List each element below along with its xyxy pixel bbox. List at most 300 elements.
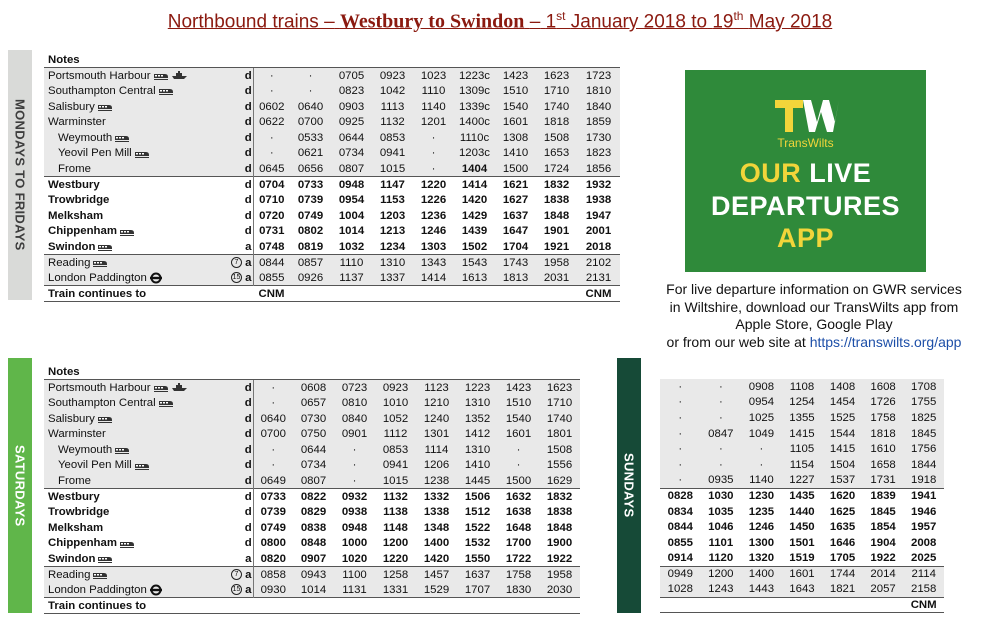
station-label: Weymouth (58, 443, 113, 456)
time-cell: 1637 (457, 567, 498, 583)
time-cell: 1724 (536, 161, 577, 177)
time-cell: 1014 (293, 582, 334, 598)
time-cell: 1623 (539, 380, 580, 396)
time-cell: 0932 (334, 489, 375, 505)
time-cell: · (253, 130, 290, 146)
time-cell: · (413, 130, 454, 146)
continues-row (660, 597, 944, 613)
title-end-rest: May 2018 (748, 11, 833, 33)
time-cell: 1637 (502, 209, 529, 222)
time-cell: 1028 (660, 582, 701, 598)
time-cell: 0858 (253, 567, 293, 583)
station-label: Portsmouth Harbour (48, 381, 151, 394)
time-cell: 1015 (375, 473, 416, 489)
continues-cell (660, 597, 701, 613)
transwilts-app-link[interactable]: https://transwilts.org/app (809, 333, 962, 350)
time-cell: 0829 (300, 506, 327, 519)
time-cell: 1132 (372, 114, 413, 130)
time-cell: 1844 (903, 457, 944, 473)
time-cell: 1813 (495, 270, 536, 286)
time-cell: 1148 (383, 521, 408, 534)
time-cell: 1508 (539, 442, 580, 458)
time-cell: 1309c (454, 83, 495, 99)
time-cell: 1500 (498, 473, 539, 489)
time-cell: 1627 (502, 194, 529, 207)
station-name (44, 536, 222, 552)
time-cell: 1901 (543, 225, 570, 238)
time-cell: 0739 (297, 194, 324, 207)
time-cell: · (290, 83, 331, 99)
time-cell: 2131 (577, 270, 620, 286)
time-cell: 1147 (372, 177, 413, 193)
time-cell: 0935 (701, 473, 742, 489)
time-cell: 1556 (539, 458, 580, 474)
time-cell: 0640 (290, 99, 331, 115)
time-cell: 2030 (539, 582, 580, 598)
table-row (44, 146, 620, 162)
time-cell: 1854 (870, 521, 896, 534)
time-cell: · (701, 457, 742, 473)
note-marker: 15 (232, 586, 241, 594)
station-name (44, 473, 222, 489)
time-cell: 1443 (741, 582, 782, 598)
time-cell: 1020 (341, 552, 368, 565)
note-cell (222, 239, 244, 255)
table-row (44, 567, 580, 583)
continues-cell (495, 286, 536, 302)
time-cell: 1550 (464, 552, 491, 565)
time-cell: 1756 (903, 441, 944, 457)
time-cell: 1832 (536, 177, 577, 193)
time-cell: 1137 (331, 270, 372, 286)
time-cell: · (660, 410, 701, 426)
time-cell: 1544 (822, 426, 863, 442)
time-cell: 0739 (260, 506, 286, 519)
time-cell: 0844 (253, 255, 290, 271)
station-name (44, 395, 222, 411)
time-cell: 1922 (546, 552, 573, 565)
time-cell: 1052 (375, 411, 416, 427)
note-marker: 7 (231, 257, 242, 268)
time-cell: 1355 (782, 410, 823, 426)
arr-dep-marker: d (244, 396, 252, 409)
table-row (44, 582, 580, 598)
time-cell: 1504 (822, 457, 863, 473)
notes-cell (495, 52, 536, 68)
note-cell (222, 255, 244, 271)
underground-icon (150, 584, 162, 596)
time-cell: 1023 (413, 68, 454, 84)
station-name (44, 582, 222, 598)
time-cell: 1030 (701, 488, 742, 504)
arr-dep-marker: d (244, 489, 253, 505)
station-label: Reading (48, 568, 91, 581)
time-cell: 1435 (782, 488, 823, 504)
time-cell: 1010 (375, 395, 416, 411)
time-cell: 1415 (822, 441, 863, 457)
station-label: Melksham (48, 209, 104, 222)
time-cell: 1110 (413, 83, 454, 99)
station-label: Salisbury (48, 100, 95, 113)
time-cell: 1123 (416, 380, 457, 396)
table-row (44, 426, 580, 442)
time-cell: 1941 (903, 488, 944, 504)
table-row (660, 473, 944, 489)
station-label: Trowbridge (48, 506, 110, 519)
time-cell: 0657 (293, 395, 334, 411)
time-cell: 1621 (495, 177, 536, 193)
promo-description (628, 281, 1000, 351)
weekday-tab-label: MONDAYS TO FRIDAYS (12, 99, 28, 251)
time-cell: 1337 (372, 270, 413, 286)
note-cell (222, 270, 244, 286)
time-cell: 0914 (667, 552, 693, 565)
time-cell: · (660, 426, 701, 442)
time-cell: 1958 (536, 255, 577, 271)
time-cell: 0823 (331, 83, 372, 99)
promo-line-1a: OUR (739, 158, 802, 188)
table-row (660, 488, 944, 504)
time-cell: 0622 (253, 114, 290, 130)
note-cell (222, 380, 244, 396)
station-name (44, 68, 222, 84)
time-cell: 0533 (290, 130, 331, 146)
time-cell: 1623 (536, 68, 577, 84)
time-cell: 1415 (782, 426, 823, 442)
sunday-tab-label: SUNDAYS (621, 453, 637, 518)
time-cell: 1845 (870, 505, 896, 518)
time-cell: 1236 (420, 209, 447, 222)
time-cell: 1404 (454, 161, 495, 177)
saturday-timetable (44, 364, 580, 614)
train-icon (98, 414, 113, 423)
continues-cell (539, 598, 580, 614)
time-cell: 1601 (782, 566, 823, 582)
time-cell: 0723 (334, 380, 375, 396)
time-cell: · (334, 473, 375, 489)
time-cell: · (701, 395, 742, 411)
time-cell: 0908 (741, 379, 782, 395)
station-label: Swindon (48, 552, 96, 565)
note-cell (222, 426, 244, 442)
time-cell: 1512 (464, 506, 491, 519)
time-cell: 0750 (293, 426, 334, 442)
table-row (44, 114, 620, 130)
time-cell: 1532 (464, 537, 491, 550)
notes-cell (372, 52, 413, 68)
train-icon (115, 445, 130, 454)
station-name (44, 520, 222, 536)
note-cell (222, 130, 244, 146)
table-row (44, 536, 580, 552)
time-cell: 0838 (300, 521, 327, 534)
time-cell: 1423 (495, 68, 536, 84)
note-cell (222, 224, 244, 240)
station-label: Frome (58, 474, 91, 487)
station-name (44, 161, 222, 177)
time-cell: 1440 (789, 505, 815, 518)
station-name (44, 239, 222, 255)
time-cell: 2008 (911, 536, 937, 549)
train-icon (93, 258, 108, 267)
time-cell: 1704 (502, 240, 529, 253)
station-name (44, 380, 222, 396)
train-icon (120, 227, 135, 236)
time-cell: 1922 (870, 552, 896, 565)
promo-text-line-4 (628, 334, 1000, 352)
note-cell (222, 551, 244, 567)
continues-cell (413, 286, 454, 302)
time-cell: 0621 (290, 146, 331, 162)
arr-dep-marker: d (244, 177, 253, 193)
station-label: Weymouth (58, 131, 113, 144)
time-cell: 0925 (331, 114, 372, 130)
time-cell: 0855 (667, 536, 693, 549)
time-cell: 0602 (253, 99, 290, 115)
time-cell: 0807 (293, 473, 334, 489)
station-name (44, 504, 222, 520)
time-cell: 1500 (495, 161, 536, 177)
continues-cell (701, 597, 742, 613)
train-icon (98, 554, 113, 563)
train-icon (154, 71, 169, 80)
time-cell: 1258 (375, 567, 416, 583)
notes-cell (293, 364, 334, 380)
time-cell: 0700 (290, 114, 331, 130)
table-row (660, 426, 944, 442)
time-cell: 1110c (454, 130, 495, 146)
time-cell: 0710 (259, 194, 285, 207)
time-cell: 0948 (341, 521, 368, 534)
time-cell: 1629 (539, 473, 580, 489)
note-marker: 7 (231, 569, 242, 580)
train-icon (159, 398, 174, 407)
time-cell: 1310 (457, 442, 498, 458)
arr-dep-marker: a (244, 551, 253, 567)
station-name (44, 489, 222, 505)
arr-dep-marker: d (244, 84, 252, 97)
continues-label: Train continues to (44, 286, 253, 302)
notes-cell (498, 364, 539, 380)
time-cell: 1246 (420, 225, 447, 238)
arr-dep-marker: d (244, 412, 252, 425)
time-cell: 1608 (863, 379, 904, 395)
notes-cell (331, 52, 372, 68)
station-name (44, 208, 222, 224)
time-cell: 1138 (383, 506, 408, 519)
time-cell: 1408 (822, 379, 863, 395)
time-cell: 1223 (457, 380, 498, 396)
train-icon (135, 461, 150, 470)
time-cell: 1000 (341, 537, 368, 550)
time-cell: 1726 (863, 395, 904, 411)
time-cell: 1206 (416, 458, 457, 474)
time-cell: 0807 (331, 161, 372, 177)
time-cell: 0800 (260, 537, 286, 550)
table-row (44, 442, 580, 458)
title-lead: Northbound trains – (167, 11, 335, 33)
time-cell: 2114 (903, 566, 944, 582)
station-label: Chippenham (48, 537, 117, 550)
time-cell: · (701, 379, 742, 395)
time-cell: 1710 (539, 395, 580, 411)
continues-cell (375, 598, 416, 614)
time-cell: 1710 (536, 83, 577, 99)
time-cell: 0704 (253, 177, 290, 193)
table-row (44, 411, 580, 427)
transwilts-promo-banner[interactable] (685, 70, 926, 272)
time-cell: 1722 (505, 552, 532, 565)
station-name (44, 426, 222, 442)
time-cell: 0901 (334, 426, 375, 442)
time-cell: 0923 (375, 380, 416, 396)
time-cell: · (253, 395, 293, 411)
note-cell (222, 177, 244, 193)
time-cell: 0853 (372, 130, 413, 146)
transwilts-logo-icon (773, 96, 839, 136)
time-cell: 1613 (454, 270, 495, 286)
title-end-day: 19 (712, 11, 734, 33)
note-cell (222, 208, 244, 224)
notes-cell (253, 364, 293, 380)
time-cell: · (660, 379, 701, 395)
time-cell: 1200 (701, 566, 742, 582)
time-cell: 0954 (338, 194, 365, 207)
station-name (44, 114, 222, 130)
station-label: Warminster (48, 116, 106, 129)
continues-cell (454, 286, 495, 302)
time-cell: 1203 (379, 209, 406, 222)
time-cell: 1110 (331, 255, 372, 271)
time-cell: · (253, 68, 290, 84)
time-cell: 1420 (461, 194, 488, 207)
station-name (44, 458, 222, 474)
note-cell (222, 489, 244, 505)
promo-text-line-1: For live departure information on GWR services (666, 281, 962, 297)
time-cell: 1506 (457, 489, 498, 505)
time-cell: 1755 (903, 395, 944, 411)
time-cell: 1839 (863, 488, 904, 504)
station-name (44, 551, 222, 567)
time-cell: · (253, 83, 290, 99)
time-cell: 1957 (911, 521, 937, 534)
time-cell: 0734 (293, 458, 334, 474)
time-cell: 1105 (782, 441, 823, 457)
note-cell (222, 83, 244, 99)
time-cell: 1114 (416, 442, 457, 458)
continues-cell (253, 598, 293, 614)
notes-row (44, 364, 580, 380)
station-label: Yeovil Pen Mill (58, 459, 132, 472)
time-cell: 1801 (539, 426, 580, 442)
continues-cell (416, 598, 457, 614)
arr-dep-marker: a (244, 582, 253, 598)
station-label: Yeovil Pen Mill (58, 147, 132, 160)
time-cell: 1410 (495, 146, 536, 162)
time-cell: 1332 (416, 489, 457, 505)
time-cell: 1220 (382, 552, 409, 565)
table-row (44, 68, 620, 84)
time-cell: 1647 (502, 225, 529, 238)
time-cell: 0733 (290, 177, 331, 193)
time-cell: · (334, 458, 375, 474)
table-row (44, 99, 620, 115)
time-cell: 1758 (863, 410, 904, 426)
time-cell: 0649 (253, 473, 293, 489)
time-cell: 1210 (416, 395, 457, 411)
note-cell (222, 395, 244, 411)
time-cell: 1501 (789, 536, 815, 549)
time-cell: 1246 (748, 521, 775, 534)
table-row (44, 473, 580, 489)
time-cell: 1508 (536, 130, 577, 146)
promo-line-1 (685, 158, 926, 189)
time-cell: 1230 (741, 488, 782, 504)
time-cell: 1300 (748, 536, 775, 549)
arr-dep-marker: d (244, 147, 252, 160)
time-cell: 1537 (822, 473, 863, 489)
time-cell: 1414 (454, 177, 495, 193)
page-title (0, 9, 1000, 33)
time-cell: 0857 (290, 255, 331, 271)
continues-label: Train continues to (44, 598, 253, 614)
time-cell: 1015 (372, 161, 413, 177)
table-row (660, 379, 944, 395)
continues-cell (498, 598, 539, 614)
time-cell: 1226 (420, 194, 447, 207)
underground-icon (150, 272, 162, 284)
time-cell: 1227 (782, 473, 823, 489)
time-cell: 0822 (293, 489, 334, 505)
time-cell: 0847 (701, 426, 742, 442)
time-cell: 1632 (498, 489, 539, 505)
time-cell: 1932 (577, 177, 620, 193)
time-cell: 1856 (577, 161, 620, 177)
time-cell: 1308 (495, 130, 536, 146)
time-cell: 1234 (379, 240, 406, 253)
table-row (44, 208, 620, 224)
table-row (44, 520, 580, 536)
time-cell: 1522 (464, 521, 491, 534)
time-cell: 1140 (413, 99, 454, 115)
time-cell: 1821 (822, 582, 863, 598)
table-row (44, 239, 620, 255)
time-cell: 1120 (708, 552, 734, 565)
continues-cell (536, 286, 577, 302)
table-row (44, 504, 580, 520)
train-icon (93, 570, 108, 579)
station-label: London Paddington (48, 271, 147, 284)
time-cell: 1400 (423, 537, 450, 550)
arr-dep-marker: d (244, 131, 252, 144)
time-cell: · (290, 68, 331, 84)
arr-dep-marker: a (244, 567, 253, 583)
arr-dep-marker: d (244, 100, 252, 113)
time-cell: · (741, 457, 782, 473)
arr-dep-marker: d (244, 209, 252, 222)
promo-line-3: APP (776, 223, 835, 253)
time-cell: 1625 (829, 505, 856, 518)
time-cell: 1445 (457, 473, 498, 489)
sunday-timetable (660, 379, 944, 613)
table-row (44, 458, 580, 474)
time-cell: 0844 (667, 521, 693, 534)
time-cell: 1705 (829, 552, 856, 565)
time-cell: 0853 (375, 442, 416, 458)
time-cell: 1439 (461, 225, 488, 238)
title-route: Westbury to Swindon (339, 10, 525, 33)
time-cell: 0943 (293, 567, 334, 583)
